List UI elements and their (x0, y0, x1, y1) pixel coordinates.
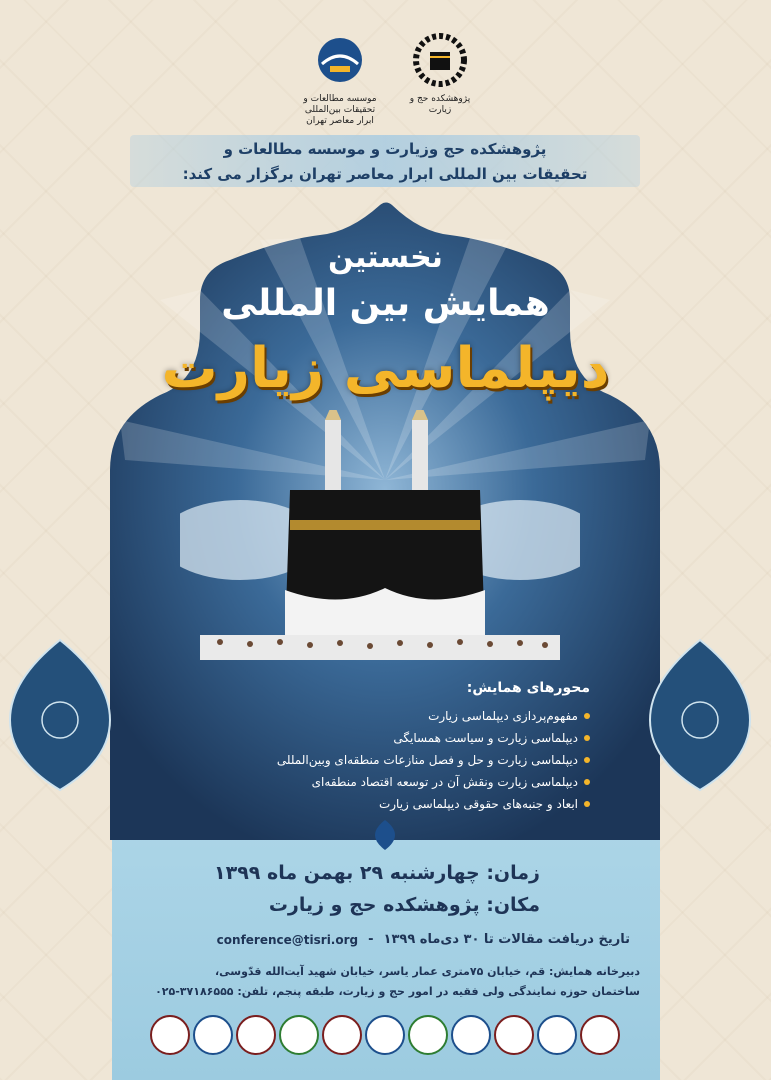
sponsor-logo-icon (451, 1015, 491, 1055)
sponsor-logos (150, 1015, 620, 1055)
list-item: ابعاد و جنبه‌های حقوقی دیپلماسی زیارت (250, 793, 590, 815)
sponsor-logo-icon (236, 1015, 276, 1055)
sponsor-logo-icon (322, 1015, 362, 1055)
topics-heading: محورهای همایش: (466, 680, 590, 696)
sponsor-logo-icon (580, 1015, 620, 1055)
ornament-left-icon (10, 640, 110, 790)
ornament-right-icon (650, 640, 750, 790)
hajj-institute-logo (400, 30, 480, 130)
bullet-icon (584, 713, 590, 719)
separator: - (368, 932, 374, 947)
title-main-heading: دیپلماسی زیارت (161, 336, 610, 401)
list-item: دیپلماسی زیارت ونقش آن در توسعه اقتصاد منطقه‌ای (250, 771, 590, 793)
title-first: نخستین (328, 240, 443, 275)
tisri-logo (300, 30, 380, 130)
sponsor-logo-icon (150, 1015, 190, 1055)
logo-left-text: موسسه مطالعات و تحقیقات بین‌المللی ابرار معاصر تهران (303, 94, 377, 126)
list-item: دیپلماسی زیارت و سیاست همسایگی (250, 727, 590, 749)
organizer-banner (130, 135, 640, 187)
contact-email-link[interactable]: conference@tisri.org (216, 932, 359, 947)
bullet-icon (584, 757, 590, 763)
sponsor-logo-icon (279, 1015, 319, 1055)
sponsor-logo-icon (193, 1015, 233, 1055)
organizer-line-2: تحقیقات بین المللی ابرار معاصر تهران برگزار می کند: (182, 165, 588, 183)
title-conference: همایش بین المللی (221, 283, 550, 324)
list-item: مفهوم‌پردازی دیپلماسی زیارت (250, 705, 590, 727)
submission-deadline: تاریخ دریافت مقالات تا ۳۰ دی‌ماه ۱۳۹۹ (383, 932, 630, 947)
organizer-line-1: پژوهشکده حج وزیارت و موسسه مطالعات و (223, 140, 547, 158)
deadline-row (180, 932, 630, 947)
address-line-1: دبیرخانه همایش: قم، خیابان ۷۵متری عمار یاسر، خیابان شهید آیت‌الله قدّوسی، (214, 965, 640, 978)
kaaba-illustration (180, 410, 580, 680)
list-item: دیپلماسی زیارت و حل و فصل منازعات منطقه‌ای وبین‌المللی (250, 749, 590, 771)
sponsor-logo-icon (408, 1015, 448, 1055)
sponsor-logo-icon (494, 1015, 534, 1055)
event-location: مکان: پژوهشکده حج و زیارت (268, 894, 540, 916)
sponsor-logo-icon (537, 1015, 577, 1055)
sponsor-logo-icon (365, 1015, 405, 1055)
topics-list (250, 705, 590, 815)
event-time: زمان: چهارشنبه ۲۹ بهمن ماه ۱۳۹۹ (214, 862, 540, 884)
address-line-2: ساختمان حوزه نمایندگی ولی فقیه در امور حج و زیارت، طبقه پنجم، تلفن: ۳۷۱۸۶۵۵۵-۰۲۵ (155, 985, 640, 998)
bullet-icon (584, 779, 590, 785)
logo-right-text: پژوهشکده حج و زیارت (409, 94, 471, 115)
bullet-icon (584, 801, 590, 807)
bullet-icon (584, 735, 590, 741)
